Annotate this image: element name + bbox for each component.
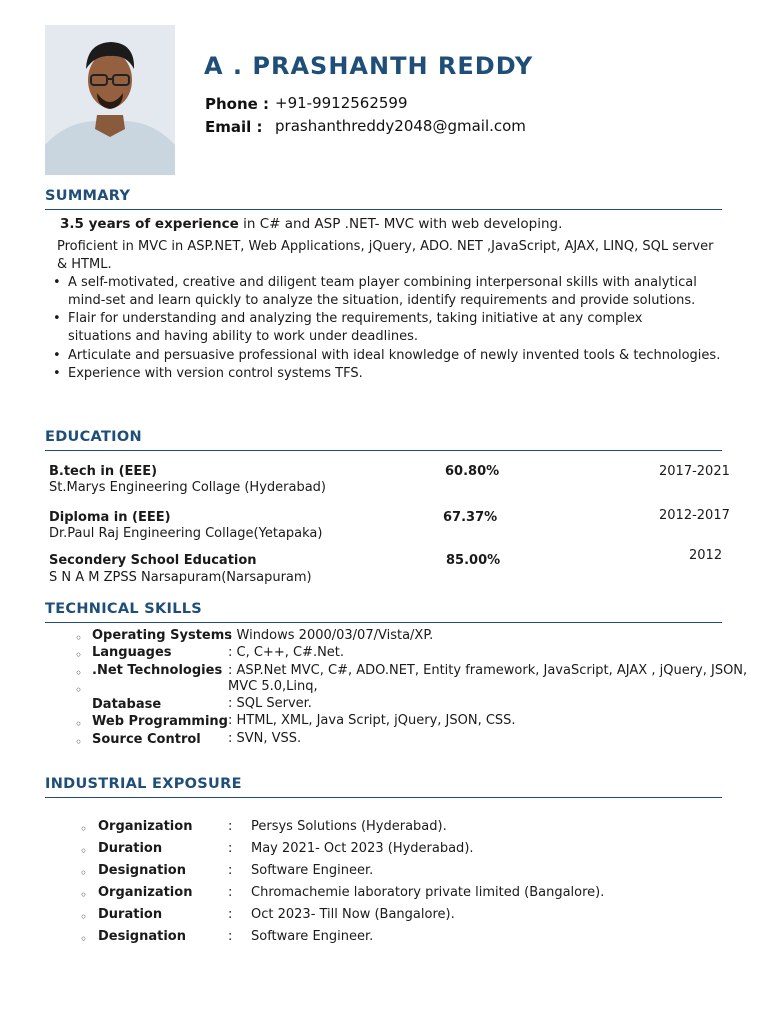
exposure-label: Designation — [98, 929, 186, 944]
education-score: 60.80% — [445, 464, 500, 479]
summary-bullet: • Experience with version control systems TFS. — [68, 365, 708, 383]
circle-bullet-icon: ◦ — [75, 666, 83, 680]
education-years: 2012-2017 — [659, 508, 730, 523]
exposure-colon: : — [228, 885, 233, 900]
education-degree: B.tech in (EEE) — [49, 464, 158, 479]
circle-bullet-icon: ◦ — [80, 822, 88, 836]
summary-heading: SUMMARY — [45, 188, 131, 204]
circle-bullet-icon: ◦ — [75, 648, 83, 662]
skill-value: : ASP.Net MVC, C#, ADO.NET, Entity framework, JavaScript, AJAX , jQuery, JSON, — [228, 663, 748, 678]
circle-bullet-icon: ◦ — [80, 932, 88, 946]
phone-label: Phone : — [205, 95, 270, 113]
circle-bullet-icon: ◦ — [75, 683, 83, 697]
candidate-name: A . PRASHANTH REDDY — [204, 52, 534, 80]
proficient-text: Proficient in MVC in ASP.NET, Web Applications, jQuery, ADO. NET ,JavaScript, AJAX, LINQ, SQL server & HTML. — [57, 239, 714, 272]
skill-value: : C, C++, C#.Net. — [228, 645, 345, 660]
exposure-value: Oct 2023- Till Now (Bangalore). — [251, 907, 455, 922]
education-school: St.Marys Engineering Collage (Hyderabad) — [49, 480, 326, 495]
exposure-label: Designation — [98, 863, 186, 878]
exposure-colon: : — [228, 907, 233, 922]
skill-label: .Net Technologies — [92, 663, 223, 678]
experience-bold: 3.5 years of experience — [60, 216, 239, 232]
skills-heading: TECHNICAL SKILLS — [45, 601, 203, 617]
summary-bullet: • Articulate and persuasive professional with ideal knowledge of newly invented tools & technologies. — [68, 347, 728, 365]
skills-divider — [45, 622, 722, 623]
education-divider — [45, 450, 722, 451]
exposure-label: Organization — [98, 819, 193, 834]
skill-label: Web Programming — [92, 714, 228, 729]
circle-bullet-icon: ◦ — [80, 866, 88, 880]
exposure-colon: : — [228, 863, 233, 878]
skill-value: MVC 5.0,Linq, — [228, 679, 318, 694]
exposure-heading: INDUSTRIAL EXPOSURE — [45, 776, 242, 792]
education-degree: Secondery School Education — [49, 553, 257, 568]
summary-bullet: • Flair for understanding and analyzing the requirements, taking initiative at any complex situations and having ability to work under deadlines. — [68, 310, 708, 346]
education-degree: Diploma in (EEE) — [49, 510, 171, 525]
circle-bullet-icon: ◦ — [80, 844, 88, 858]
summary-divider — [45, 209, 722, 210]
education-school: S N A M ZPSS Narsapuram(Narsapuram) — [49, 570, 312, 585]
exposure-value: Software Engineer. — [251, 863, 374, 878]
summary-bullet: • A self-motivated, creative and diligent team player combining interpersonal skills with analytical mind-set and learn quickly to analyze the situation, identify requirements and provide solutions. — [68, 274, 708, 310]
exposure-label: Duration — [98, 907, 163, 922]
experience-rest: in C# and ASP .NET- MVC with web developing. — [238, 216, 563, 232]
education-score: 67.37% — [443, 510, 498, 525]
skill-value: : Windows 2000/03/07/Vista/XP. — [228, 628, 434, 643]
exposure-label: Organization — [98, 885, 193, 900]
exposure-value: May 2021- Oct 2023 (Hyderabad). — [251, 841, 474, 856]
skill-label: Database — [92, 697, 162, 712]
skill-label: Languages — [92, 645, 172, 660]
circle-bullet-icon: ◦ — [80, 888, 88, 902]
education-years: 2017-2021 — [659, 464, 730, 479]
skill-label: Operating Systems — [92, 628, 233, 643]
experience-line — [60, 216, 562, 232]
exposure-colon: : — [228, 819, 233, 834]
person-photo-icon — [45, 25, 175, 175]
exposure-value: Software Engineer. — [251, 929, 374, 944]
education-years: 2012 — [689, 548, 723, 563]
skill-value: : SQL Server. — [228, 696, 312, 711]
circle-bullet-icon: ◦ — [80, 910, 88, 924]
education-score: 85.00% — [446, 553, 501, 568]
circle-bullet-icon: ◦ — [75, 631, 83, 645]
skill-value: : SVN, VSS. — [228, 731, 302, 746]
profile-photo — [45, 25, 175, 175]
email-value: prashanthreddy2048@gmail.com — [275, 117, 526, 135]
education-school: Dr.Paul Raj Engineering Collage(Yetapaka) — [49, 526, 323, 541]
exposure-value: Persys Solutions (Hyderabad). — [251, 819, 447, 834]
exposure-value: Chromachemie laboratory private limited (Bangalore). — [251, 885, 605, 900]
circle-bullet-icon: ◦ — [75, 735, 83, 749]
exposure-divider — [45, 797, 722, 798]
skill-label: Source Control — [92, 732, 201, 747]
exposure-label: Duration — [98, 841, 163, 856]
exposure-colon: : — [228, 841, 233, 856]
exposure-colon: : — [228, 929, 233, 944]
phone-value: +91-9912562599 — [275, 94, 408, 112]
email-label: Email : — [205, 118, 263, 136]
skill-value: : HTML, XML, Java Script, jQuery, JSON, CSS. — [228, 713, 516, 728]
education-heading: EDUCATION — [45, 429, 142, 445]
circle-bullet-icon: ◦ — [75, 717, 83, 731]
